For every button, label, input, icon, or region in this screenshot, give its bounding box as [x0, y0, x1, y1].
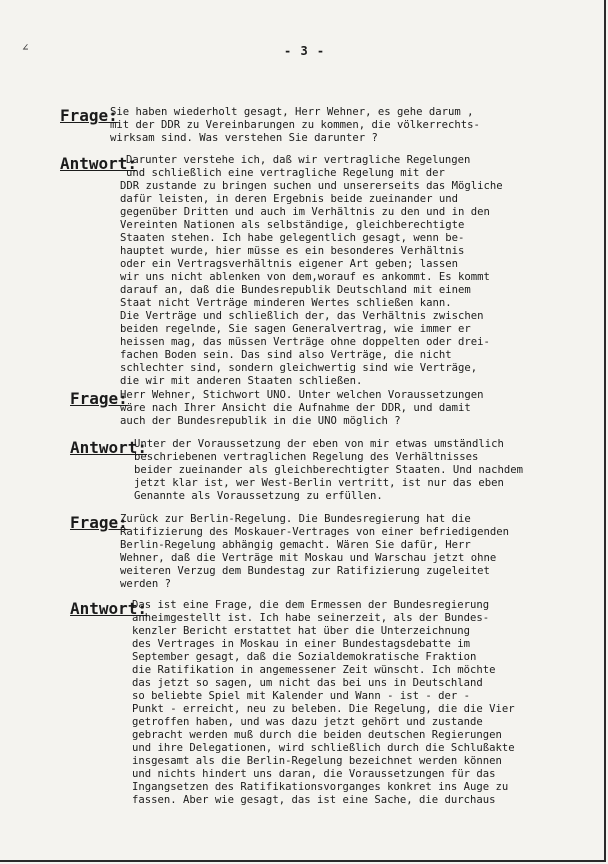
text-line: hauptet wurde, hier müsse es ein besonderes Verhältnis — [120, 245, 465, 257]
text-line: des Vertrages in Moskau in einer Bundestagsdebatte im — [132, 638, 471, 650]
question-block-1 — [60, 106, 480, 144]
answer-block-2 — [70, 438, 524, 502]
text-line: getroffen haben, und was dazu jetzt gehört und zustande — [132, 716, 483, 728]
answer-block-3 — [70, 599, 515, 806]
text-line: kenzler Bericht erstattet hat über die Unterzeichnung — [132, 625, 471, 637]
text-line: Herr Wehner, Stichwort UNO. Unter welchen Voraussetzungen — [120, 389, 484, 401]
text-line: so beliebte Spiel mit Kalender und Wann - ist - der - — [132, 690, 471, 702]
question-block-2 — [70, 389, 484, 427]
text-line: wirksam sind. Was verstehen Sie darunter ? — [110, 132, 378, 144]
text-line: und schließlich eine vertragliche Regelung mit der — [126, 167, 445, 179]
text-line: wäre nach Ihrer Ansicht die Aufnahme der DDR, und damit — [120, 402, 471, 414]
speaker-label: Antwort: — [70, 438, 148, 457]
question-text — [120, 513, 509, 591]
text-line: DDR zustande zu bringen suchen und unsererseits das Mögliche — [120, 180, 503, 192]
text-line: heissen mag, das müssen Verträge ohne doppelten oder drei- — [120, 336, 490, 348]
text-line: beiden regelnde, Sie sagen Generalvertrag, wie immer er — [120, 323, 471, 335]
text-line: Die Verträge und schließlich der, das Verhältnis zwischen — [120, 310, 484, 322]
text-line: fachen Boden sein. Das sind also Verträge, die nicht — [120, 349, 452, 361]
text-line: Darunter verstehe ich, daß wir vertragliche Regelungen — [126, 154, 471, 166]
text-line: Wehner, daß die Verträge mit Moskau und Warschau jetzt ohne — [120, 552, 497, 564]
text-line: fassen. Aber wie gesagt, das ist eine Sache, die durchaus — [132, 794, 496, 806]
text-line: mit der DDR zu Vereinbarungen zu kommen, die völkerrechts- — [110, 119, 480, 131]
text-line: gebracht werden muß durch die beiden deutschen Regierungen — [132, 729, 502, 741]
text-line: weiteren Verzug dem Bundestag zur Ratifizierung zugeleitet — [120, 565, 490, 577]
text-line: Staat nicht Verträge minderen Wertes schließen kann. — [120, 297, 452, 309]
question-text — [110, 106, 480, 145]
answer-block-1 — [60, 154, 503, 387]
text-line: dafür leisten, in deren Ergebnis beide zueinander und — [120, 193, 459, 205]
speaker-label: Antwort: — [70, 599, 148, 618]
answer-text — [134, 438, 523, 503]
text-line: Zurück zur Berlin-Regelung. Die Bundesregierung hat die — [120, 513, 471, 525]
text-line: wir uns nicht ablenken von dem,worauf es ankommt. Es kommt — [120, 271, 490, 283]
text-line: Ratifizierung des Moskauer-Vertrages von einer befriedigenden — [120, 526, 510, 538]
question-text — [120, 389, 484, 428]
text-line: beider zueinander als gleichberechtigter Staaten. Und nachdem — [134, 464, 524, 476]
answer-text — [120, 154, 503, 388]
text-line: Vereinten Nationen als selbständige, gleichberechtigte — [120, 219, 465, 231]
text-line: auch der Bundesrepublik in die UNO möglich ? — [120, 415, 401, 427]
speaker-label: Frage: — [70, 513, 128, 532]
text-line: darauf an, daß die Bundesrepublik Deutschland mit einem — [120, 284, 471, 296]
question-block-3 — [70, 513, 510, 590]
speaker-label: Frage: — [70, 389, 128, 408]
text-line: Ingangsetzen des Ratifikationsvorganges konkret ins Auge zu — [132, 781, 509, 793]
corner-mark: ∠ — [22, 41, 29, 54]
text-line: schlechter sind, sondern gleichwertig sind wie Verträge, — [120, 362, 478, 374]
text-line: und nichts hindert uns daran, die Voraussetzungen für das — [132, 768, 496, 780]
text-line: und ihre Delegationen, wird schließlich durch die Schlußakte — [132, 742, 515, 754]
text-line: Berlin-Regelung abhängig gemacht. Wären Sie dafür, Herr — [120, 539, 471, 551]
text-line: September gesagt, daß die Sozialdemokratische Fraktion — [132, 651, 477, 663]
text-line: Punkt - erreicht, neu zu beleben. Die Regelung, die die Vier — [132, 703, 515, 715]
text-line: Genannte als Voraussetzung zu erfüllen. — [134, 490, 383, 502]
text-line: die Ratifikation in angemessener Zeit wünscht. Ich möchte — [132, 664, 496, 676]
text-line: oder ein Vertragsverhältnis eigener Art geben; lassen — [120, 258, 459, 270]
text-line: werden ? — [120, 578, 172, 590]
text-line: insgesamt als die Berlin-Regelung bezeichnet werden können — [132, 755, 502, 767]
speaker-label: Antwort: — [60, 154, 138, 173]
text-line: gegenüber Dritten und auch im Verhältnis zu den und in den — [120, 206, 490, 218]
text-line: das jetzt so sagen, um nicht das bei uns in Deutschland — [132, 677, 483, 689]
text-line: jetzt klar ist, wer West-Berlin vertritt, ist nur das eben — [134, 477, 504, 489]
text-line: Staaten stehen. Ich habe gelegentlich gesagt, wenn be- — [120, 232, 465, 244]
page-number: - 3 - — [284, 44, 326, 58]
speaker-label: Frage: — [60, 106, 118, 125]
text-line: beschriebenen vertraglichen Regelung des Verhältnisses — [134, 451, 479, 463]
text-line: die wir mit anderen Staaten schließen. — [120, 375, 363, 387]
text-line: Unter der Voraussetzung der eben von mir etwas umständlich — [134, 438, 504, 450]
answer-text — [132, 599, 515, 807]
text-line: anheimgestellt ist. Ich habe seinerzeit, als der Bundes- — [132, 612, 490, 624]
text-line: Sie haben wiederholt gesagt, Herr Wehner, es gehe darum , — [110, 106, 474, 118]
text-line: Das ist eine Frage, die dem Ermessen der Bundesregierung — [132, 599, 490, 611]
